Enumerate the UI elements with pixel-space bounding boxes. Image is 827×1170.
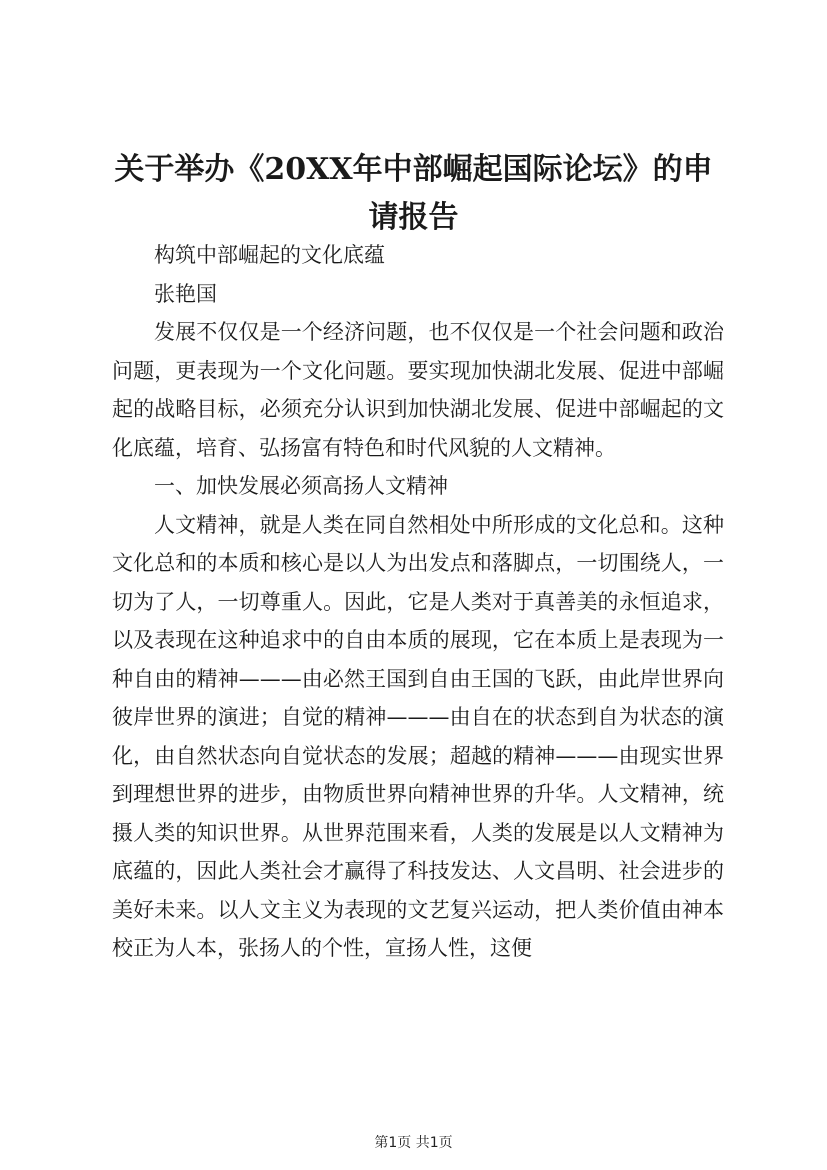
paragraph-humanism: 人文精神，就是人类在同自然相处中所形成的文化总和。这种文化总和的本质和核心是以人为出发点和落脚点，一切围绕人，一切为了人，一切尊重人。因此，它是人类对于真善美的永恒追求，以及表现在这种追求中的自由本质的展现，它在本质上是表现为一种自由的精神———由必然王国到自由王国的飞跃，由此岸世界向彼岸世界的演进；自觉的精神———由自在的状态到自为状态的演化，由自然状态向自觉状态的发展；超越的精神———由现实世界到理想世界的进步，由物质世界向精神世界的升华。人文精神，统摄人类的知识世界。从世界范围来看，人类的发展是以人文精神为底蕴的，因此人类社会才赢得了科技发达、人文昌明、社会进步的美好未来。以人文主义为表现的文艺复兴运动，把人类价值由神本校正为人本，张扬人的个性，宣扬人性，这便 [112, 512, 724, 960]
author: 张艳国 [154, 281, 217, 306]
title-line-2: 请报告 [368, 200, 459, 235]
title-line-1: 关于举办《20XX年中部崛起国际论坛》的申 [114, 152, 713, 187]
document-body [112, 236, 724, 968]
section-heading-1: 一、加快发展必须高扬人文精神 [154, 474, 448, 498]
document-title [70, 146, 757, 242]
subtitle: 构筑中部崛起的文化底蕴 [154, 243, 385, 267]
page-footer: 第1页 共1页 [374, 1135, 453, 1151]
paragraph-intro: 发展不仅仅是一个经济问题，也不仅仅是一个社会问题和政治问题，更表现为一个文化问题。要实现加快湖北发展、促进中部崛起的战略目标，必须充分认识到加快湖北发展、促进中部崛起的文化底蕴，培育、弘扬富有特色和时代风貌的人文精神。 [112, 320, 724, 460]
